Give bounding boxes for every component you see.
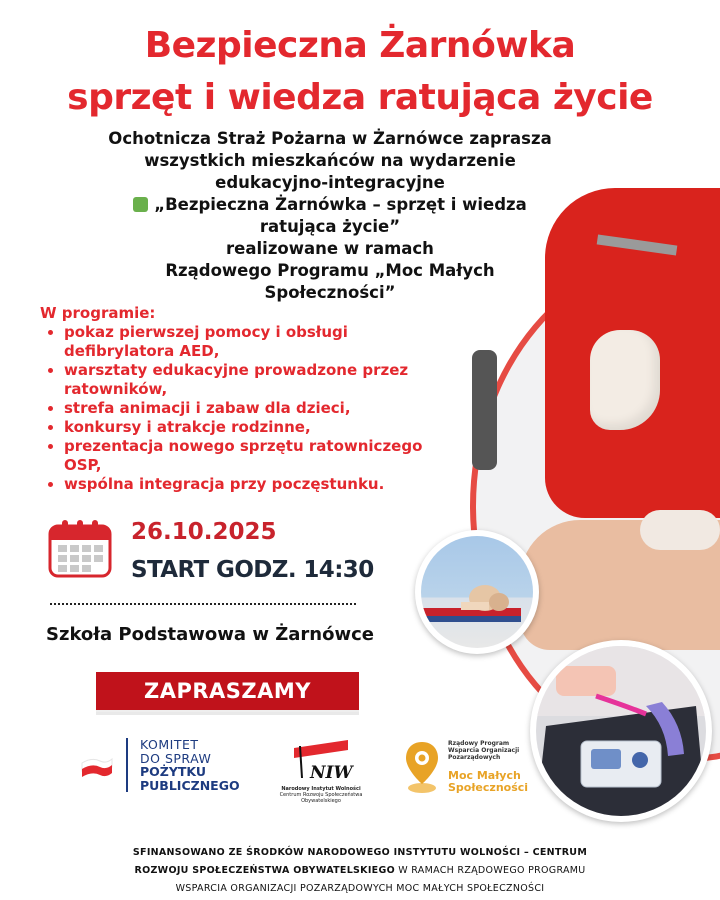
program-item: • warsztaty edukacyjne prowadzone przez ratowników,	[64, 361, 440, 399]
program-list	[40, 323, 440, 494]
gloved-hand	[590, 330, 660, 430]
intro-line: Społeczności”	[264, 283, 396, 302]
program-item: • strefa animacji i zabaw dla dzieci,	[64, 399, 440, 418]
location-pin-icon	[402, 738, 442, 796]
intro-line: Ochotnicza Straż Pożarna w Żarnówce zaprasza	[108, 129, 552, 148]
calendar-icon	[48, 520, 112, 578]
program-heading: W programie:	[40, 304, 156, 322]
footer-line	[0, 862, 720, 880]
moc-malych-logo	[402, 738, 542, 800]
aed-device-illustration	[536, 646, 706, 816]
program-item: • wspólna integracja przy poczęstunku.	[64, 475, 440, 494]
footer-line: SFINANSOWANO ZE ŚRODKÓW NARODOWEGO INSTYTUTU WOLNOŚCI – CENTRUM	[132, 847, 588, 858]
moc-small-text	[448, 740, 519, 761]
intro-line: edukacyjno-integracyjne	[215, 173, 445, 192]
niw-name: Narodowy Instytut Wolności	[281, 786, 361, 792]
program-section	[40, 304, 440, 494]
moc-small-line: Pozarządowych	[448, 754, 501, 761]
footer-line: WSPARCIA ORGANIZACJI POZARZĄDOWYCH MOC MAŁYCH SPOŁECZNOŚCI	[175, 883, 545, 894]
moc-small-line: Rządowy Program	[448, 740, 510, 747]
niw-mark-text: NIW	[310, 763, 353, 782]
niw-subtitle: Centrum Rozwoju Społeczeństwa Obywatelskiego	[279, 792, 363, 804]
event-name-line: „Bezpieczna Żarnówka – sprzęt i wiedza	[154, 195, 527, 214]
intro-line: wszystkich mieszkańców na wydarzenie	[144, 151, 516, 170]
niw-logo	[276, 738, 366, 804]
komitet-logo	[126, 738, 240, 792]
komitet-line: KOMITET	[140, 737, 199, 752]
komitet-line: POŻYTKU	[140, 764, 207, 779]
komitet-line: DO SPRAW	[140, 750, 212, 766]
intro-line: realizowane w ramach	[226, 239, 434, 258]
intro-line: ratująca życie”	[259, 217, 401, 236]
program-item: • konkursy i atrakcje rodzinne,	[64, 418, 440, 437]
event-start-time: START GODZ. 14:30	[131, 557, 374, 583]
moc-small-line: Wsparcia Organizacji	[448, 747, 520, 754]
photo-dark-sleeve	[472, 350, 497, 470]
footer-line-part: ROZWOJU SPOŁECZEŃSTWA OBYWATELSKIEGO	[134, 865, 395, 876]
moc-big-text	[448, 770, 528, 794]
intro-text	[80, 128, 580, 304]
title-line-1: Bezpieczna Żarnówka	[144, 25, 576, 66]
funding-footer	[0, 844, 720, 898]
zapraszamy-banner: ZAPRASZAMY	[96, 672, 359, 710]
moc-big-line: Moc Małych	[448, 769, 521, 782]
program-item: • pokaz pierwszej pomocy i obsługi defibrylatora AED,	[64, 323, 440, 361]
intro-line	[80, 194, 580, 216]
photo-circle-aed	[530, 640, 712, 822]
intro-line: Rządowego Programu „Moc Małych	[165, 261, 495, 280]
photo-circle-dummy-head	[415, 530, 539, 654]
dummy-head-illustration	[421, 536, 521, 636]
event-date: 26.10.2025	[131, 519, 277, 545]
program-item: • prezentacja nowego sprzętu ratowniczego OSP,	[64, 437, 440, 475]
polish-flag-icon	[80, 755, 114, 779]
event-place: Szkoła Podstawowa w Żarnówce	[46, 624, 374, 645]
niw-mark-icon	[286, 738, 356, 782]
title-line-2: sprzęt i wiedza ratująca życie	[67, 77, 653, 118]
gloved-hand-on-dummy	[640, 510, 720, 550]
komitet-line: PUBLICZNEGO	[140, 777, 240, 793]
green-square-icon	[133, 197, 148, 212]
moc-big-line: Społeczności	[448, 781, 529, 794]
footer-line-part: W RAMACH RZĄDOWEGO PROGRAMU	[394, 865, 586, 876]
dotted-divider	[50, 603, 356, 605]
